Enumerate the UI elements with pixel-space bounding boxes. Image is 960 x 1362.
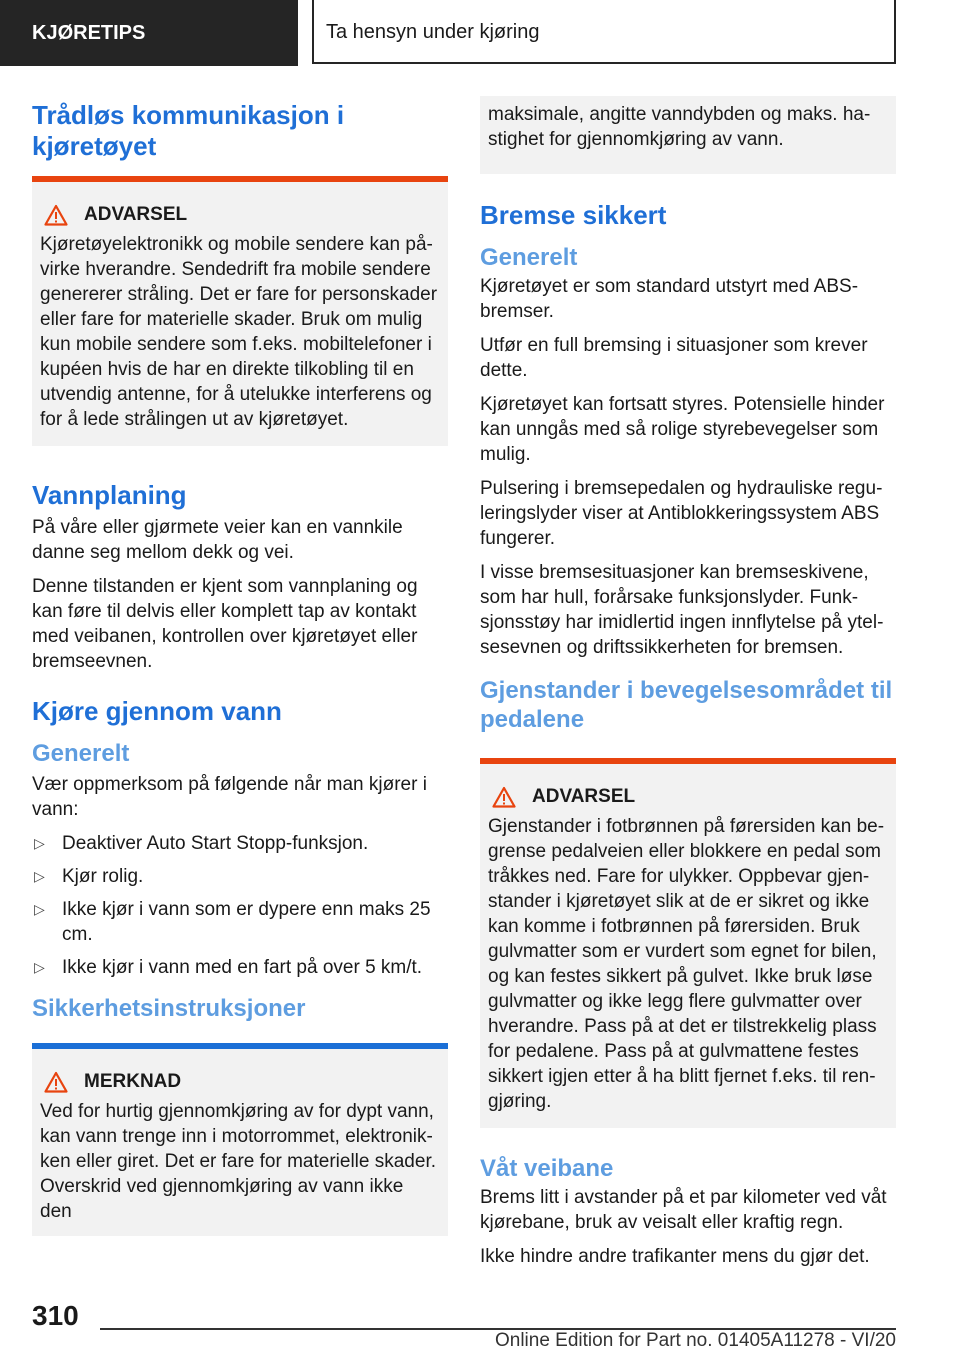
paragraph: I visse bremsesituasjoner kan bremseskivene, som har hull, forårsake funksjonslyder. Funk-sjonsstøy har imidlertid ingen innflytelse på ytel-sesevnen og driftssikkerheten for bremsen.	[480, 562, 884, 658]
triangle-bullet-icon: ▷	[34, 901, 45, 917]
edition-note: Online Edition for Part no. 01405A11278 - VI/20	[494, 1330, 896, 1351]
warning-title	[488, 786, 886, 808]
subheading-safety: Sikkerhetsinstruksjoner	[32, 995, 306, 1022]
page-header	[0, 0, 960, 66]
paragraph: Kjøretøyet kan fortsatt styres. Potensielle hinder kan unngås med så rolige styrebevegelser som mulig.	[480, 394, 885, 465]
left-column	[32, 100, 448, 1236]
triangle-bullet-icon: ▷	[34, 868, 45, 884]
paragraph: Utfør en full bremsing i situasjoner som krever dette.	[480, 335, 868, 381]
warning-text: Gjenstander i fotbrønnen på førersiden kan be-grense pedalveien eller blokkere en pedal som tråkkes ned. Fare for ulykker. Oppbevar gjen-stander i kjøretøyet slik at de er sikret og ikke kan komme i fotbrønnen på førersiden. Bruk gulvmatter som er vurdert som egnet for bilen, og kan festes sikkert på gulvet. Ikke bruk løse gulvmatter og ikke legg flere gulvmatter over hverandre. Pass på at det er tilstrekkelig plass for pedalene. Pass på at gulvmattene festes sikkert igjen etter å ha blitt fjernet f.eks. til ren-gjøring.	[488, 816, 885, 1112]
paragraph: Kjøretøyet er som standard utstyrt med ABS-bremser.	[480, 276, 859, 322]
list-item: ▷ Kjør rolig.	[34, 866, 144, 887]
chapter-label: KJØRETIPS	[0, 0, 298, 66]
note-box-water	[32, 1043, 448, 1236]
paragraph: Pulsering i bremsepedalen og hydrauliske regu-leringslyder viser at Antiblokkeringssystem ABS fungerer.	[480, 478, 883, 549]
subheading-pedals: Gjenstander i bevegelsesområdet til pedalene	[480, 677, 893, 733]
note-continued-text: maksimale, angitte vanndybden og maks. ha-stighet for gjennomkjøring av vann.	[488, 104, 871, 150]
warning-text: Kjøretøyelektronikk og mobile sendere kan på-virke hverandre. Sendedrift fra mobile sendere genererer stråling. Det er fare for personskader eller fare for materielle skader. Bruk om mulig kun mobile sendere som f.eks. mobiltelefoner i kupéen hvis de har en direkte tilkobling til en utvendig antenne, for å utelukke interferens og for å lede strålingen ut av kjøretøyet.	[40, 234, 438, 430]
section-label: Ta hensyn under kjøring	[312, 0, 896, 64]
heading-drive-through-water: Kjøre gjennom vann	[32, 696, 282, 726]
list-item: ▷ Deaktiver Auto Start Stopp-funksjon.	[34, 833, 369, 854]
heading-aquaplaning: Vannplaning	[32, 480, 187, 510]
note-text: Ved for hurtig gjennomkjøring av for dypt vann, kan vann trenge inn i motorrommet, elektronik-ken eller giret. Det er fare for materielle skader. Overskrid ved gjennomkjøring av vann ikke den	[40, 1101, 437, 1222]
subheading-general: Generelt	[480, 244, 578, 271]
warning-box-pedals	[480, 758, 896, 1128]
heading-brake: Bremse sikkert	[480, 200, 667, 230]
subheading-wet-road: Våt veibane	[480, 1155, 614, 1182]
warning-triangle-icon	[44, 204, 68, 226]
note-label: MERKNAD	[84, 1071, 182, 1092]
water-steps-list	[32, 831, 448, 980]
warning-triangle-icon	[44, 1071, 68, 1093]
warning-label: ADVARSEL	[84, 204, 188, 225]
paragraph: Brems litt i avstander på et par kilometer ved våt kjørebane, bruk av veisalt eller kraftig regn.	[480, 1187, 887, 1233]
paragraph: På våre eller gjørmete veier kan en vannkile danne seg mellom dekk og vei.	[32, 517, 403, 563]
paragraph: Ikke hindre andre trafikanter mens du gjør det.	[480, 1246, 870, 1267]
right-column	[480, 100, 896, 1278]
heading-wireless: Trådløs kommunikasjon i kjøretøyet	[32, 100, 345, 161]
list-item: ▷ Ikke kjør i vann som er dypere enn maks 25 cm.	[34, 899, 431, 945]
warning-box-wireless	[32, 176, 448, 446]
list-item: ▷ Ikke kjør i vann med en fart på over 5 km/t.	[34, 957, 423, 978]
paragraph: Vær oppmerksom på følgende når man kjører i vann:	[32, 774, 427, 820]
note-title	[40, 1071, 438, 1093]
paragraph: Denne tilstanden er kjent som vannplaning og kan føre til delvis eller komplett tap av kontakt med veibanen, kontrollen over kjøretøyet eller bremseevnen.	[32, 576, 418, 672]
warning-triangle-icon	[492, 786, 516, 808]
warning-title	[40, 204, 438, 226]
subheading-general: Generelt	[32, 740, 130, 767]
note-box-continued	[480, 96, 896, 174]
triangle-bullet-icon: ▷	[34, 959, 45, 975]
warning-label: ADVARSEL	[532, 786, 636, 807]
triangle-bullet-icon: ▷	[34, 835, 45, 851]
page-number: 310	[32, 1300, 79, 1331]
